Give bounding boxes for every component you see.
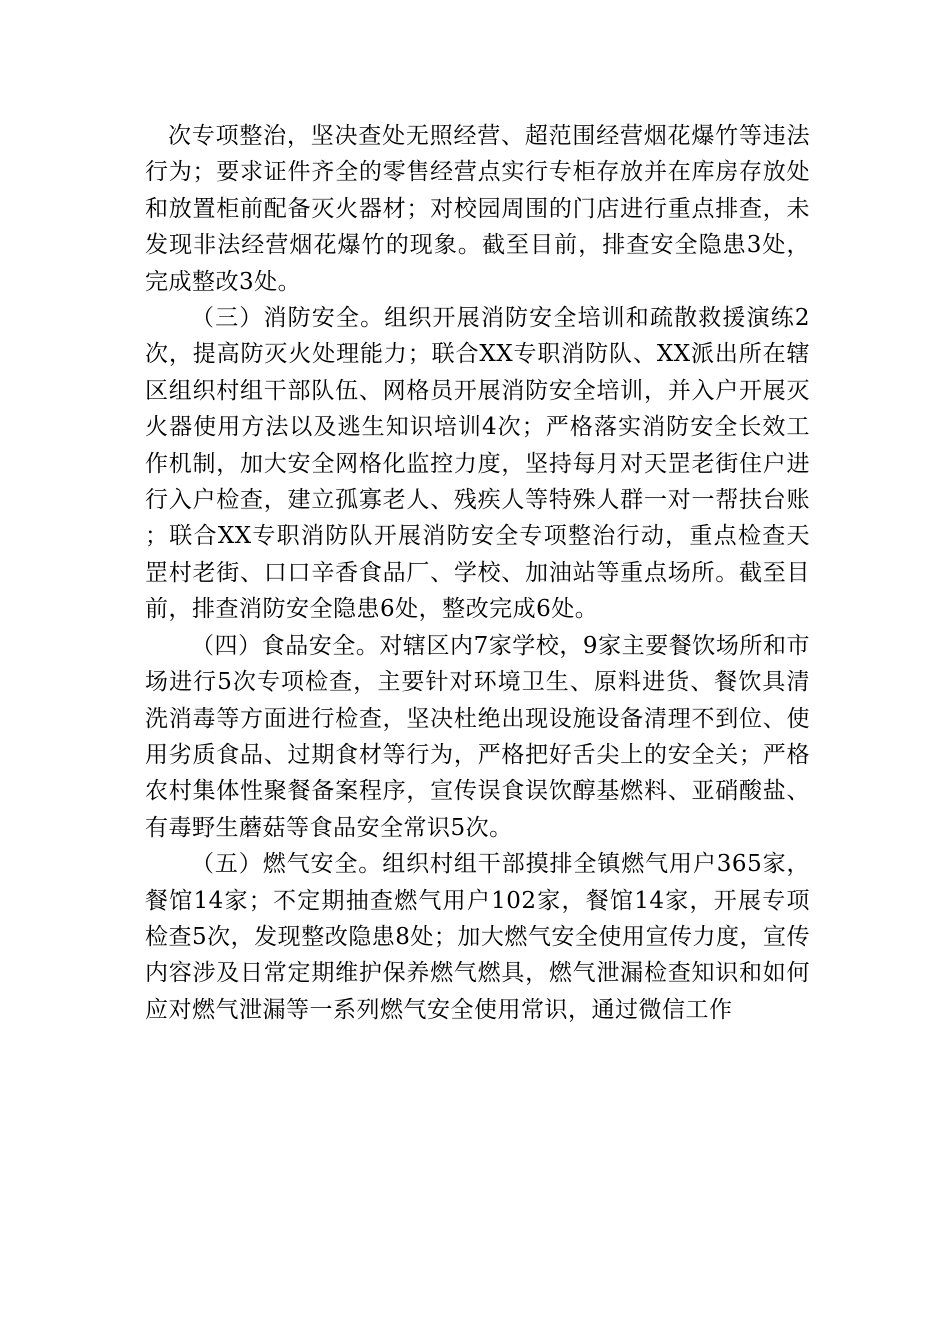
paragraph-text: 次专项整治，坚决查处无照经营、超范围经营烟花爆竹等违法行为；要求证件齐全的零售经营点实行专柜存放并在库房存放处和放置柜前配备灭火器材；对校园周围的门店进行重点排查，未发现非法经营烟花爆竹的现象。截至目前，排查安全隐患3处，完成整改3处。: [145, 123, 810, 295]
paragraph-text: 对辖区内7家学校，9家主要餐饮场所和市场进行5次专项检查，主要针对环境卫生、原料进货、餐饮具清洗消毒等方面进行检查，坚决杜绝出现设施设备清理不到位、使用劣质食品、过期食材等行为，严格把好舌尖上的安全关；严格农村集体性聚餐备案程序，宣传误食误饮醇基燃料、亚硝酸盐、有毒野生蘑菇等食品安全常识5次。: [145, 632, 810, 841]
paragraph-food-safety: [145, 628, 810, 846]
paragraph-heading: （四）食品安全。: [191, 632, 380, 659]
paragraph-fire-safety: [145, 300, 810, 628]
paragraph-heading: （三）消防安全。: [191, 305, 385, 332]
paragraph-text: 组织开展消防安全培训和疏散救援演练2次，提高防灭火处理能力；联合XX专职消防队、XX派出所在辖区组织村组干部队伍、网格员开展消防安全培训，并入户开展灭火器使用方法以及逃生知识培训4次；严格落实消防安全长效工作机制，加大安全网格化监控力度，坚持每月对天罡老街住户进行入户检查，建立孤寡老人、残疾人等特殊人群一对一帮扶台账；联合XX专职消防队开展消防安全专项整治行动，重点检查天罡村老街、口口辛香食品厂、学校、加油站等重点场所。截至目前，排查消防安全隐患6处，整改完成6处。: [145, 305, 811, 623]
paragraph-gas-safety: [145, 846, 810, 1028]
document-body: [145, 118, 810, 1028]
paragraph-fireworks-continued: [145, 118, 810, 300]
paragraph-text: 组织村组干部摸排全镇燃气用户365家，餐馆14家；不定期抽查燃气用户102家，餐馆14家，开展专项检查5次，发现整改隐患8处；加大燃气安全使用宣传力度，宣传内容涉及日常定期维护保养燃气燃具，燃气泄漏检查知识和如何应对燃气泄漏等一系列燃气安全使用常识，通过微信工作: [145, 851, 810, 1023]
paragraph-heading: （五）燃气安全。: [191, 851, 383, 878]
